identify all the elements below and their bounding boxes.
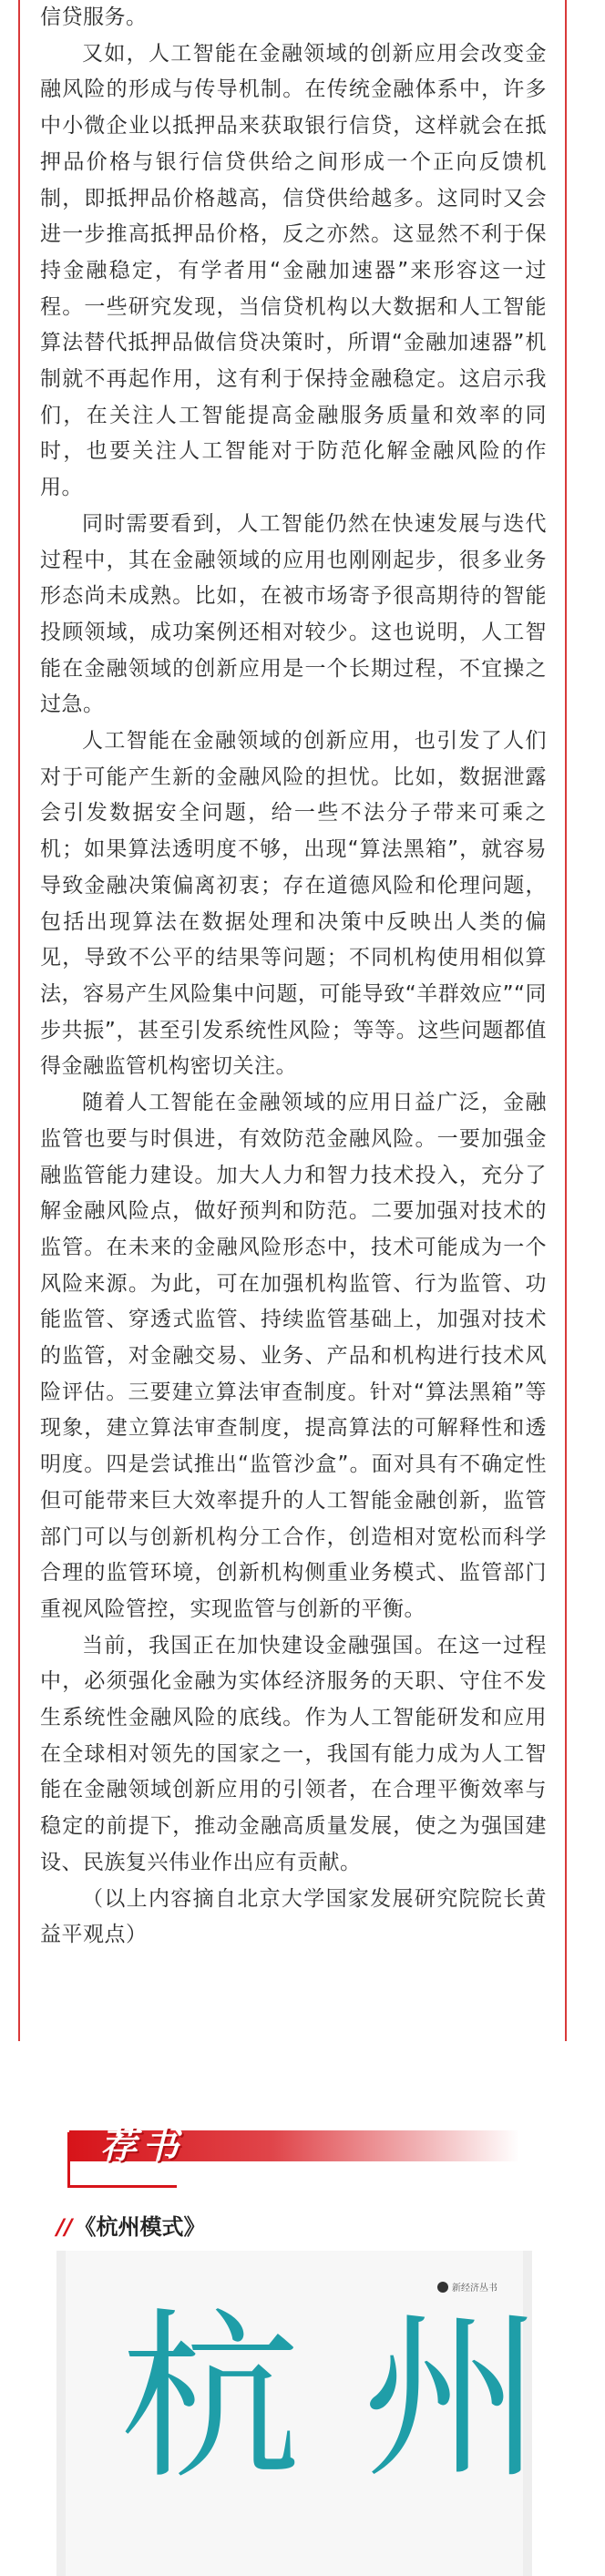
article-source-note: （以上内容摘自北京大学国家发展研究院院长黄益平观点）: [40, 1886, 547, 1947]
recommend-corner-horizontal: [67, 2185, 177, 2188]
article-paragraph: 同时需要看到，人工智能仍然在快速发展与迭代过程中，其在金融领域的应用也刚刚起步，很多业务形态尚未成熟。比如，在被市场寄予很高期待的智能投顾领域，成功案例还相对较少。这也说明，人工智能在金融领域的创新应用是一个长期过程，不宜操之过急。: [40, 511, 547, 717]
book-heading-title: 《杭州模式》: [74, 2214, 206, 2240]
publisher-logo-icon: [437, 2282, 448, 2293]
article-paragraph: 又如，人工智能在金融领域的创新应用会改变金融风险的形成与传导机制。在传统金融体系中，许多中小微企业以抵押品来获取银行信贷，这样就会在抵押品价格与银行信贷供给之间形成一个正向反馈机制，即抵押品价格越高，信贷供给越多。这同时又会进一步推高抵押品价格，反之亦然。这显然不利于保持金融稳定，有学者用“金融加速器”来形容这一过程。一些研究发现，当信贷机构以大数据和人工智能算法替代抵押品做信贷决策时，所谓“金融加速器”机制就不再起作用，这有利于保持金融稳定。这启示我们，在关注人工智能提高金融服务质量和效率的同时，也要关注人工智能对于防范化解金融风险的作用。: [40, 41, 547, 500]
article-paragraph: 当前，我国正在加快建设金融强国。在这一过程中，必须强化金融为实体经济服务的天职、守住不发生系统性金融风险的底线。作为人工智能研发和应用在全球相对领先的国家之一，我国有能力成为人工智能在金融领域创新应用的引领者，在合理平衡效率与稳定的前提下，推动金融高质量发展，使之为强国建设、民族复兴伟业作出应有贡献。: [40, 1633, 547, 1874]
publisher-name: 新经济丛书: [452, 2284, 497, 2294]
cover-title: 杭州: [120, 2293, 605, 2503]
publisher-mark: [437, 2280, 497, 2294]
book-heading: [56, 2209, 206, 2241]
article-body: [40, 0, 547, 1954]
left-border-line: [18, 0, 20, 2041]
book-cover-image: [56, 2251, 605, 2576]
article-paragraph: 随着人工智能在金融领域的应用日益广泛，金融监管也要与时俱进，有效防范金融风险。一要加强金融监管能力建设。加大人力和智力技术投入，充分了解金融风险点，做好预判和防范。二要加强对技术的监管。在未来的金融风险形态中，技术可能成为一个风险来源。为此，可在加强机构监管、行为监管、功能监管、穿透式监管、持续监管基础上，加强对技术的监管，对金融交易、业务、产品和机构进行技术风险评估。三要建立算法审查制度。针对“算法黑箱”等现象，建立算法审查制度，提高算法的可解释性和透明度。四是尝试推出“监管沙盒”。面对具有不确定性但可能带来巨大效率提升的人工智能金融创新，监管部门可以与创新机构分工合作，创造相对宽松而科学合理的监管环境，创新机构侧重业务模式、监管部门重视风险管控，实现监管与创新的平衡。: [40, 1091, 547, 1621]
article-paragraph: 信贷服务。: [40, 5, 148, 29]
right-border-line: [565, 0, 567, 2041]
book-cover-inner: [66, 2251, 605, 2576]
recommend-section-title: 荐书: [100, 2124, 184, 2167]
recommend-corner-vertical: [67, 2132, 70, 2187]
heading-slashes: //: [56, 2214, 73, 2240]
article-paragraph: 人工智能在金融领域的创新应用，也引发了人们对于可能产生新的金融风险的担忧。比如，数据泄露会引发数据安全问题，给一些不法分子带来可乘之机；如果算法透明度不够，出现“算法黑箱”，就容易导致金融决策偏离初衷；存在道德风险和伦理问题，包括出现算法在数据处理和决策中反映出人类的偏见，导致不公平的结果等问题；不同机构使用相似算法，容易产生风险集中问题，可能导致“羊群效应”“同步共振”，甚至引发系统性风险；等等。这些问题都值得金融监管机构密切关注。: [40, 729, 547, 1079]
